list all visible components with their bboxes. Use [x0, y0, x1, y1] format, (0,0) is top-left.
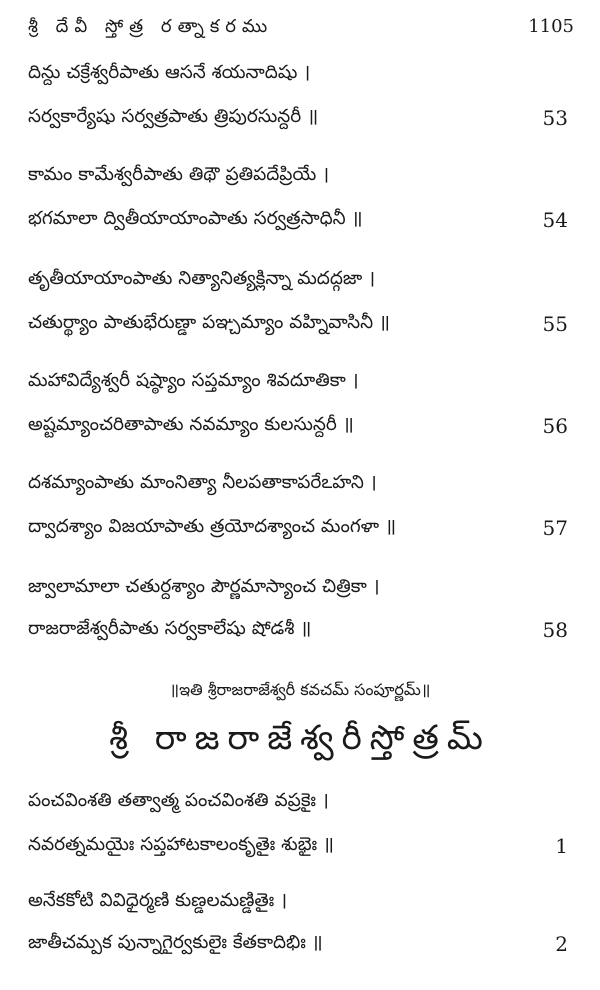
verse-line: ద్వాదశ్యాం విజయాపాతు త్రయోదశ్యాంచ మంగళా ॥ — [28, 516, 397, 537]
verse-line: మహావిద్యేశ్వరీ షష్ఠ్యాం సప్తమ్యాం శివదూతికా । — [28, 370, 359, 391]
verse-line: కామం కామేశ్వరీపాతు తిథౌ ప్రతిపదేప్రియే । — [28, 164, 330, 185]
verse-line: జాతీచమ్పక పున్నాగైర్వకులైః కేతకాదిభిః ॥ — [28, 932, 323, 953]
verse-line: చతుర్థ్యాం పాతుభేరుణ్డా పఞ్చమ్యాం వహ్నివాసినీ ॥ — [28, 312, 391, 333]
verse-line: దిన్దు చక్రేశ్వరీపాతు ఆసనే శయనాదిషు । — [28, 62, 311, 83]
running-title: శ్రీ దేవీ స్తోత్ర రత్నాకరము — [28, 16, 274, 37]
verse-number: 53 — [542, 106, 568, 130]
verse-line: సర్వకార్యేషు సర్వత్రపాతు త్రిపురసున్దరీ ॥ — [28, 106, 319, 127]
verse-number: 55 — [542, 312, 568, 336]
section-title: శ్రీ రాజరాజేశ్వరీస్తోత్రమ్ — [109, 718, 491, 758]
verse-line: అష్టమ్యాంచరితాపాతు నవమ్యాం కులసున్దరీ ॥ — [28, 414, 354, 435]
verse-line: తృతీయాయాంపాతు నిత్యానిత్యక్లిన్నా మదద్గజా । — [28, 268, 376, 289]
page-number: 1105 — [528, 16, 574, 37]
verse-number: 56 — [542, 414, 568, 438]
verse-number: 2 — [555, 932, 568, 956]
verse-line: అనేకకోటి వివిధైర్మణి కుణ్డలమణ్డితైః । — [28, 890, 288, 911]
verse-line: పంచవింశతి తత్వాత్మ పంచవింశతి వప్రకైః । — [28, 790, 329, 811]
verse-number: 1 — [555, 834, 568, 858]
verse-line: నవరత్నమయైః సప్తహాటకాలంకృతైః శుభైః ॥ — [28, 834, 335, 855]
verse-line: రాజరాజేశ్వరీపాతు సర్వకాలేషు షోడశీ ॥ — [28, 618, 312, 639]
verse-number: 58 — [542, 618, 568, 642]
verse-number: 57 — [542, 516, 568, 540]
verse-line: జ్వాలామాలా చతుర్దశ్యాం పౌర్ణమాస్యాంచ చిత్రికా । — [28, 576, 380, 597]
verse-line: భగమాలా ద్వితీయాయాంపాతు సర్వత్రసాధినీ ॥ — [28, 208, 363, 229]
colophon: ॥ఇతి శ్రీరాజరాజేశ్వరీ కవచమ్ సంపూర్ణమ్॥ — [169, 680, 431, 699]
verse-line: దశమ్యాంపాతు మాంనిత్యా నీలపతాకాపరేఽహని । — [28, 472, 377, 493]
verse-number: 54 — [542, 208, 568, 232]
page-header — [28, 16, 574, 46]
